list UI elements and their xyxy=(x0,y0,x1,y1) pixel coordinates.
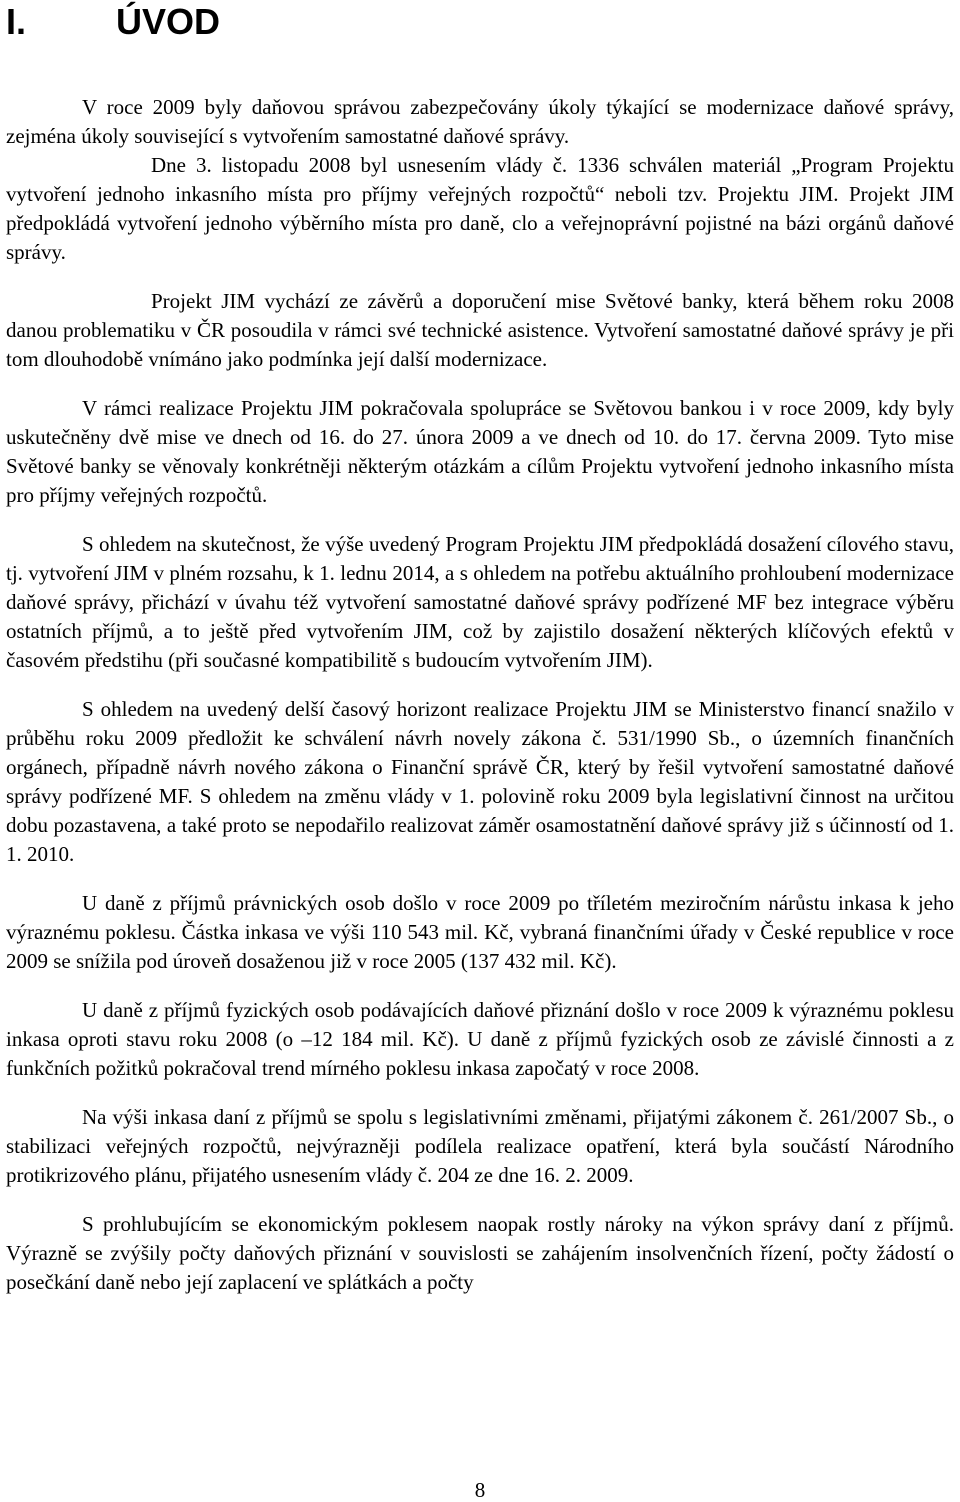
paragraph: S prohlubujícím se ekonomickým poklesem naopak rostly nároky na výkon správy daní z příjmů. Výrazně se zvýšily počty daňových přiznání v souvislosti se zahájením insolvenčních řízení, počty žádostí o posečkání daně nebo její zaplacení ve splátkách a počty xyxy=(6,1212,954,1294)
page-number: 8 xyxy=(474,1478,486,1502)
paragraph: Dne 3. listopadu 2008 byl usnesením vlády č. 1336 schválen materiál „Program Projektu vytvoření jednoho inkasního místa pro příjmy veřejných rozpočtů“ neboli tzv. Projektu JIM. Projekt JIM předpokládá vytvoření jednoho výběrního místa pro daně, clo a veřejnoprávní pojistné na bázi orgánů daňové správy. xyxy=(6,153,954,264)
chapter-title: ÚVOD xyxy=(116,1,221,42)
chapter-number: I. xyxy=(6,1,27,42)
paragraph: Na výši inkasa daní z příjmů se spolu s legislativními změnami, přijatými zákonem č. 261/2007 Sb., o stabilizaci veřejných rozpočtů, nejvýrazněji podílela realizace opatření, která byla součástí Národního protikrizového plánu, přijatého usnesením vlády č. 204 ze dne 16. 2. 2009. xyxy=(6,1105,954,1187)
paragraph: S ohledem na skutečnost, že výše uvedený Program Projektu JIM předpokládá dosažení cílového stavu, tj. vytvoření JIM v plném rozsahu, k 1. lednu 2014, a s ohledem na potřebu aktuálního prohloubení modernizace daňové správy, přichází v úvahu též vytvoření samostatné daňové správy podřízené MF bez integrace výběru ostatních příjmů, a to ještě před vytvořením JIM, což by zajistilo dosažení některých klíčových efektů v časovém předstihu (při současné kompatibilitě s budoucím vytvořením JIM). xyxy=(6,532,954,672)
body-text xyxy=(6,93,954,1297)
paragraph: S ohledem na uvedený delší časový horizont realizace Projektu JIM se Ministerstvo financí snažilo v průběhu roku 2009 předložit ke schválení návrh novely zákona č. 531/1990 Sb., o územních finančních orgánech, případně návrh nového zákona o Finanční správě ČR, který by řešil vytvoření samostatné daňové správy podřízené MF. S ohledem na změnu vlády v 1. polovině roku 2009 byla legislativní činnost na určitou dobu pozastavena, a také proto se nepodařilo realizovat záměr osamostatnění daňové správy již s účinností od 1. 1. 2010. xyxy=(6,697,954,866)
paragraph: Projekt JIM vychází ze závěrů a doporučení mise Světové banky, která během roku 2008 danou problematiku v ČR posoudila v rámci své technické asistence. Vytvoření samostatné daňové správy je při tom dlouhodobě vnímáno jako podmínka její další modernizace. xyxy=(6,289,954,371)
paragraph: V roce 2009 byly daňovou správou zabezpečovány úkoly týkající se modernizace daňové správy, zejména úkoly související s vytvořením samostatné daňové správy. xyxy=(6,95,954,148)
paragraph: U daně z příjmů fyzických osob podávajících daňové přiznání došlo v roce 2009 k výraznému poklesu inkasa oproti stavu roku 2008 (o –12 184 mil. Kč). U daně z příjmů fyzických osob ze závislé činnosti a z funkčních požitků pokračoval trend mírného poklesu inkasa započatý v roce 2008. xyxy=(6,998,954,1080)
chapter-heading xyxy=(6,0,220,44)
paragraph: U daně z příjmů právnických osob došlo v roce 2009 po tříletém meziročním nárůstu inkasa k jeho výraznému poklesu. Částka inkasa ve výši 110 543 mil. Kč, vybraná finančními úřady v České republice v roce 2009 se snížila pod úroveň dosaženou již v roce 2005 (137 432 mil. Kč). xyxy=(6,891,954,973)
paragraph: V rámci realizace Projektu JIM pokračovala spolupráce se Světovou bankou i v roce 2009, kdy byly uskutečněny dvě mise ve dnech od 16. do 27. února 2009 a ve dnech od 10. do 17. června 2009. Tyto mise Světové banky se věnovaly konkrétněji některým otázkám a cílům Projektu vytvoření jednoho inkasního místa pro příjmy veřejných rozpočtů. xyxy=(6,396,954,507)
